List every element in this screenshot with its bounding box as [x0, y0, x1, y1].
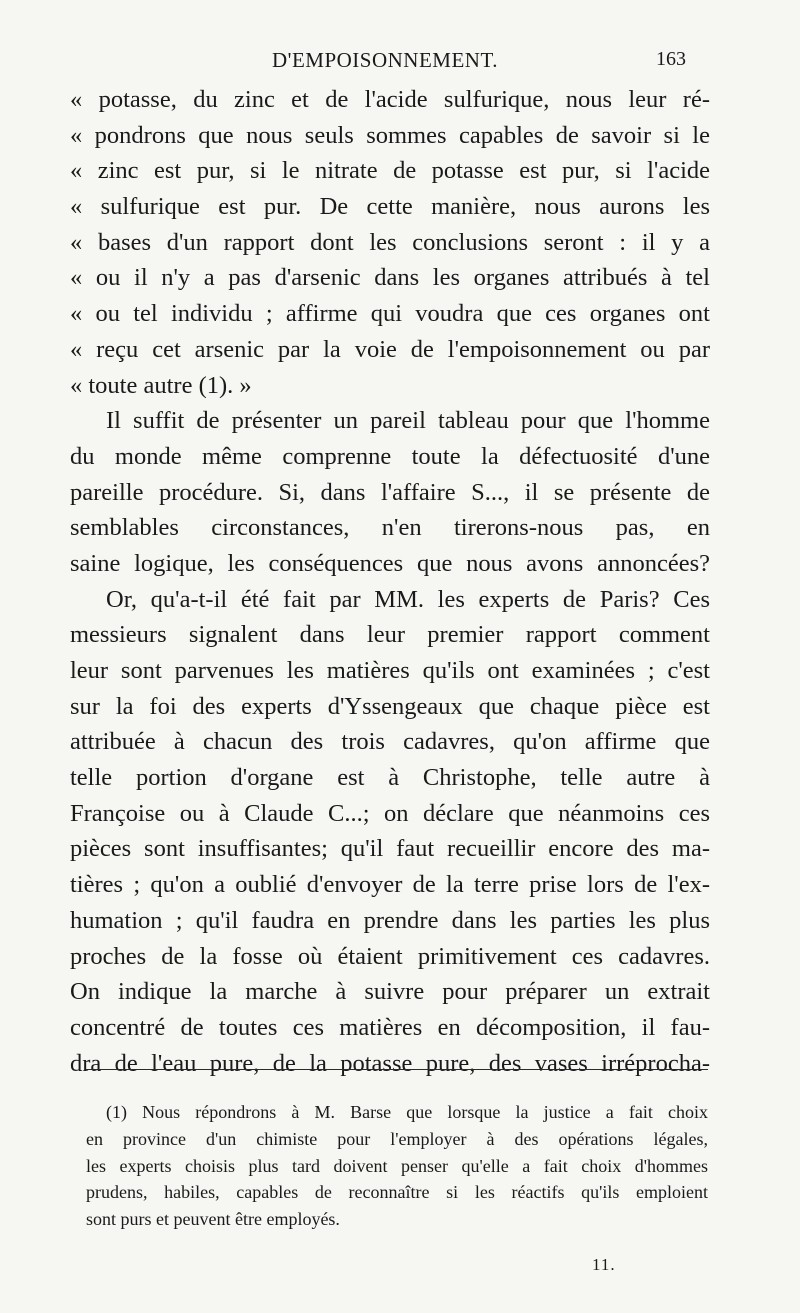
- text-line: Or, qu'a-t-il été fait par MM. les experts de Paris? Ces: [106, 585, 710, 613]
- text-line: « pondrons que nous seuls sommes capables de savoir si le: [70, 121, 710, 149]
- running-head: [0, 48, 800, 76]
- text-line: « reçu cet arsenic par la voie de l'empoisonnement ou par: [70, 335, 710, 363]
- text-line: pièces sont insuffisantes; qu'il faut recueillir encore des ma-: [70, 835, 710, 863]
- text-line: semblables circonstances, n'en tirerons-nous pas, en: [70, 514, 710, 542]
- footnote-line: sont purs et peuvent être employés.: [86, 1209, 340, 1230]
- text-line: « zinc est pur, si le nitrate de potasse est pur, si l'acide: [70, 157, 710, 185]
- body-text: [70, 82, 710, 1081]
- text-line: messieurs signalent dans leur premier rapport comment: [70, 621, 710, 649]
- text-line: On indique la marche à suivre pour préparer un extrait: [70, 978, 710, 1006]
- footnote-line: les experts choisis plus tard doivent penser qu'elle a fait choix d'hommes: [86, 1155, 708, 1176]
- text-line: leur sont parvenues les matières qu'ils ont examinées ; c'est: [70, 657, 710, 684]
- text-line: telle portion d'organe est à Christophe, telle autre à: [70, 764, 710, 792]
- text-line: humation ; qu'il faudra en prendre dans les parties les plus: [70, 906, 710, 934]
- footnote-rule: [86, 1069, 708, 1070]
- text-line: « bases d'un rapport dont les conclusions seront : il y a: [70, 228, 710, 256]
- footnote: [86, 1099, 708, 1233]
- text-line: du monde même comprenne toute la défectuosité d'une: [70, 442, 710, 470]
- page-number: 163: [656, 48, 686, 70]
- text-line: Françoise ou à Claude C...; on déclare que néanmoins ces: [70, 799, 710, 827]
- text-line: proches de la fosse où étaient primitivement ces cadavres.: [70, 942, 710, 970]
- signature-mark: 11.: [592, 1255, 616, 1274]
- running-title: D'EMPOISONNEMENT.: [272, 48, 498, 72]
- text-line: saine logique, les conséquences que nous avons annoncées?: [70, 549, 710, 577]
- text-line: pareille procédure. Si, dans l'affaire S..., il se présente de: [70, 478, 710, 506]
- text-line: Il suffit de présenter un pareil tableau pour que l'homme: [106, 407, 710, 435]
- text-line: dra de l'eau pure, de la potasse pure, des vases irréprocha-: [70, 1049, 710, 1077]
- text-line: concentré de toutes ces matières en décomposition, il fau-: [70, 1013, 710, 1041]
- text-line: attribuée à chacun des trois cadavres, qu'on affirme que: [70, 728, 710, 756]
- footnote-line: en province d'un chimiste pour l'employer à des opérations légales,: [86, 1128, 708, 1149]
- footnote-line: (1) Nous répondrons à M. Barse que lorsque la justice a fait choix: [106, 1102, 708, 1122]
- footnote-line: prudens, habiles, capables de reconnaître si les réactifs qu'ils emploient: [86, 1182, 708, 1203]
- text-line: « ou il n'y a pas d'arsenic dans les organes attribués à tel: [70, 264, 710, 292]
- text-line: tières ; qu'on a oublié d'envoyer de la terre prise lors de l'ex-: [70, 871, 710, 899]
- text-line: « ou tel individu ; affirme qui voudra que ces organes ont: [70, 300, 710, 328]
- text-line: sur la foi des experts d'Yssengeaux que chaque pièce est: [70, 692, 710, 720]
- text-line: « toute autre (1). »: [70, 371, 252, 399]
- text-line: « sulfurique est pur. De cette manière, nous aurons les: [70, 193, 710, 221]
- text-line: « potasse, du zinc et de l'acide sulfurique, nous leur ré-: [70, 86, 710, 113]
